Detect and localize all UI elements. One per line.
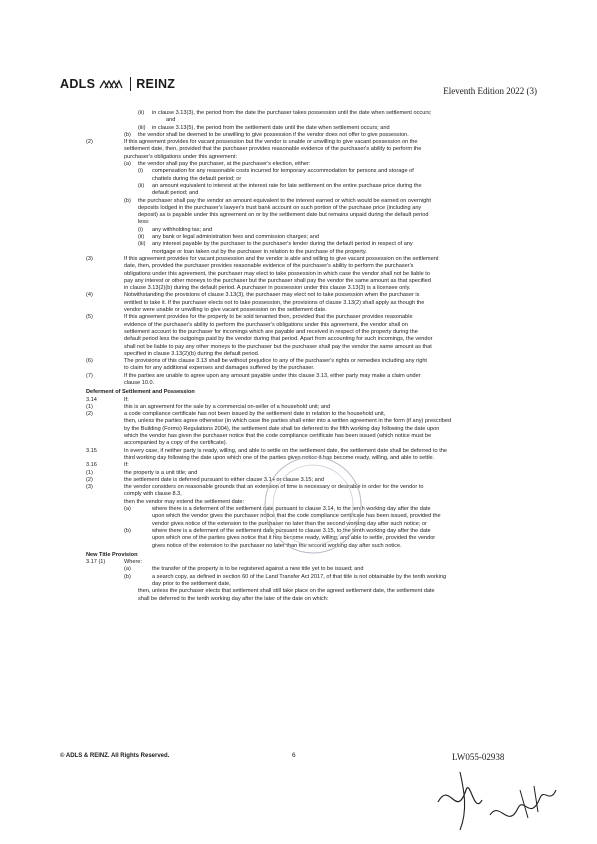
clause-number: (ii) [138,182,145,189]
clause-line [86,351,536,358]
clause-text: deposits lodged in the purchaser's lawyer's trust bank account on such portion of the purchase price (including any [138,204,422,211]
clause-number: (b) [124,527,131,534]
clause-line [86,154,536,161]
clause-text: evidence of the purchaser's ability to perform the purchaser's obligations under this agreement, the vendor shall on [124,321,408,328]
clause-line [86,588,536,595]
clause-text: mortgage or loan taken out by the purchaser in relation to the purchase of the property. [152,248,367,255]
clause-number: (2) [86,411,93,418]
clause-line [86,426,536,433]
clause-text: where there is a deferment of the settlement date pursuant to clause 3.15, to the tenth working day after the date [152,527,431,534]
clause-line [86,227,536,234]
clause-number: (3) [86,484,93,491]
adls-emblem-icon [99,79,123,90]
copyright-text: © ADLS & REINZ. All Rights Reserved. [60,753,170,759]
clause-text: the transfer of the property is to be registered against a new title yet to be issued; and [152,566,364,573]
clause-number: (1) [86,469,93,476]
clause-line [86,110,536,117]
clause-line [86,278,536,285]
clause-line [86,146,536,153]
clause-number: (iii) [138,241,146,248]
clause-line [86,219,536,226]
clause-text: to claim for any additional expenses and damages suffered by the purchaser. [124,365,315,372]
clause-text: the vendor shall be deemed to be unwilling to give possession if the vendor does not offer to give possession. [138,131,409,138]
clause-text: If this agreement provides for the property to be sold tenanted then, provided that the purchaser provides reasonable [124,314,413,321]
logo-adls: ADLS [60,77,96,91]
clause-text: any withholding tax; and [152,226,213,233]
clause-text: in clause 3.13(5), the period from the settlement date until the date when settlement occurs; and [152,124,390,131]
clause-number: (a) [124,506,131,513]
handwritten-signature [430,760,560,840]
clause-line [86,380,536,387]
clause-line [86,212,536,219]
clause-number: (6) [86,358,93,365]
clause-text: shall not be liable to pay any other moneys to the purchaser but the purchaser shall pay the vendor the same amount as that [124,343,432,350]
header-logo [60,77,175,91]
clause-text: pay any interest or other moneys to the purchaser but the purchaser shall pay the vendor the same amount as that specified [124,277,431,284]
clause-text: which the vendor has given the purchaser notice that the code compliance certificate has been issued (which notice must be [124,433,432,440]
clause-line [86,336,536,343]
clause-line [86,322,536,329]
clause-text: less: [138,219,150,226]
clause-text: a search copy, as defined in section 60 of the Land Transfer Act 2017, of that title is not obtainable by the tenth working [152,573,447,580]
clause-text: any interest payable by the purchaser to the purchaser's lender during the default period in respect of any [152,241,413,248]
clause-line [86,292,536,299]
clause-number: (b) [124,131,131,138]
clause-text: If this agreement provides for vacant possession and the vendor is able and willing to give vacant possession on the settlement [124,255,439,262]
clause-text: accompanied by a copy of the certificate). [124,440,228,447]
clause-text: this is an agreement for the sale by a commercial on-seller of a household unit; and [124,403,331,410]
clause-text: default period; and [152,190,199,197]
clause-text: the vendor considers on reasonable grounds that an extension of time is necessary or desirable in order for the vendor to [124,484,424,491]
clause-line [86,234,536,241]
clause-text: gives notice of the extension to the purchaser no later than the second working day after such notice. [152,542,402,549]
clause-number: (3) [86,255,93,262]
clause-text: then the vendor may extend the settlement date: [124,498,245,505]
clause-number: (ii) [138,110,145,116]
clause-text: New Title Provision [86,551,138,558]
clause-line [86,139,536,146]
clause-text: If the parties are unable to agree upon any amount payable under this clause 3.13, either party may make a claim under [124,372,421,379]
clause-line [86,329,536,336]
clause-number: (4) [86,292,93,299]
clause-line [86,574,536,581]
clause-text: entitled to take it. If the purchaser elects not to take possession, the provisions of clause 3.13(2) shall apply as though the [124,299,425,306]
form-reference: LW055-02938 [452,752,505,762]
clause-line [86,314,536,321]
clause-number: (iii) [138,124,146,131]
clause-number: (1) [86,403,93,410]
clause-text: Notwithstanding the provisions of clause 3.13(3), the purchaser may elect not to take possession when the purchaser is [124,292,420,299]
clause-line [86,205,536,212]
clause-number: 3.16 [86,462,97,469]
clause-line [86,117,536,124]
clause-number: (ii) [138,234,145,241]
clause-line [86,285,536,292]
clause-number: (a) [124,566,131,573]
clause-text: a code compliance certificate has not been issued by the settlement date in relation to the household unit, [124,411,386,418]
clause-line [86,161,536,168]
clause-text: The provisions of this clause 3.13 shall be without prejudice to any of the purchaser's rights or remedies including any right [124,358,427,365]
clause-line [86,198,536,205]
clause-text: by the Building (Forms) Regulations 2004), the settlement date shall be deferred to the fifth working day following the date upon [124,425,440,432]
clause-text: then, unless the parties agree otherwise (in which case the parties shall enter into a written agreement in the form (if any) prescribed [124,418,452,425]
clause-line [86,176,536,183]
clause-number: (b) [124,197,131,204]
clause-text: In every case, if neither party is ready, willing, and able to settle on the settlement date, the settlement date shall be deferred to the [124,447,447,454]
clause-text: then, unless the purchaser elects that settlement shall still take place on the agreed settlement date, the settlement date [138,588,435,595]
clause-text: the purchaser shall pay the vendor an amount equivalent to the interest earned or which would be earned on overnight [138,197,431,204]
clause-text: If: [124,462,129,469]
clause-text: in clause 3.13(2)(b) during the default period. A purchaser in possession under this clause 3.13(3) is a licensee only. [124,285,411,292]
clause-text: the property is a unit title; and [124,469,198,476]
clause-line [86,307,536,314]
logo-reinz: REINZ [136,77,176,91]
page-number: 6 [292,752,296,759]
clause-text: the settlement date is deferred pursuant to either clause 3.14 or clause 3.15; and [124,476,324,483]
section-heading [86,389,536,396]
clause-line [86,581,536,588]
clause-text: any bank or legal administration fees and commission charges; and [152,234,319,241]
clause-number: 3.17 (1) [86,559,106,566]
clause-text: obligations under this agreement, the purchaser may elect to take possession in which case the vendor shall not be liable to [124,270,430,277]
clause-text: deposit) as is payable under this agreement on or by the settlement date but remains unpaid during the default period [138,212,429,219]
clause-text: upon which one of the parties gives notice that it has become ready, willing, and able to settle, provided the vendor [152,535,436,542]
clause-text: settlement account to the purchaser for incomings which are payable and received in respect of the property during the [124,328,418,335]
clause-text: If this agreement provides for vacant possession but the vendor is unable or unwilling to give vacant possession on the [124,139,418,146]
clause-line [86,125,536,132]
clause-text: upon which the vendor gives the purchaser notice that the code compliance certificate has been issued, provided the [152,513,441,520]
clause-line [86,596,536,603]
clause-text: comply with clause 8.3, [124,491,182,498]
clause-line [86,418,536,425]
clause-line [86,373,536,380]
edition-label: Eleventh Edition 2022 (3) [443,86,537,96]
clause-line [86,404,536,411]
clause-text: If: [124,396,129,403]
clause-line [86,183,536,190]
clause-line [86,263,536,270]
clause-line [86,365,536,372]
clause-number: (a) [124,161,131,168]
clause-number: (2) [86,139,93,146]
clause-text: an amount equivalent to interest at the interest rate for late settlement on the entire purchase price during the [152,182,422,189]
clause-text: clause 10.0. [124,379,155,386]
clause-text: the vendor shall pay the purchaser, at the purchaser's election, either: [138,161,311,168]
clause-text: chattels during the default period; or [152,175,242,182]
clause-text: shall be deferred to the tenth working day after the later of the date on which: [138,595,329,602]
clause-number: (i) [138,226,143,233]
clause-text: Where: [124,559,143,566]
logo-divider [130,77,131,91]
clause-text: default period less the outgoings paid by the vendor during that period. Apart from accounting for such incomings, the vendor [124,336,433,343]
clause-text: where there is a deferment of the settlement date pursuant to clause 3.14, to the tenth working day after the date [152,506,431,513]
clause-number: (i) [138,168,143,175]
clause-line [86,344,536,351]
clause-text: vendor gives notice of the extension to the purchaser no later than the second working day after such notice; or [152,520,427,527]
clause-line [86,271,536,278]
clause-line [86,241,536,248]
clause-text: Deferment of Settlement and Possession [86,389,195,396]
clause-text: and [166,117,176,124]
clause-line [86,411,536,418]
clause-number: (2) [86,476,93,483]
clause-line [86,300,536,307]
clause-number: (b) [124,573,131,580]
clause-line [86,433,536,440]
clause-line [86,168,536,175]
clause-number: 3.14 [86,396,97,403]
clause-line [86,249,536,256]
clause-line [86,256,536,263]
clause-number: (5) [86,314,93,321]
clause-text: compensation for any reasonable costs incurred for temporary accommodation for persons and storage of [152,168,414,175]
clause-text: third working day following the date upon which one of the parties gives notice it has become ready, willing, and able to settle. [124,454,435,461]
clause-text: purchaser's obligations under this agreement: [124,153,238,160]
clause-line [86,358,536,365]
clause-text: settlement date, then, provided that the purchaser provides reasonable evidence of the purchaser's ability to perform the [124,146,422,153]
clause-line [86,190,536,197]
clause-line [86,132,536,139]
clause-text: in clause 3.13(3), the period from the date the purchaser takes possession until the date when settlement occurs; [152,110,432,116]
clause-number: 3.15 [86,447,97,454]
clause-number: (7) [86,372,93,379]
clause-text: specified in clause 3.13(2)(b) during the default period. [124,350,260,357]
clause-text: vendor were unable or unwilling to give vacant possession on the settlement date. [124,307,327,314]
clause-line [86,397,536,404]
clause-text: date, then, provided the purchaser provides reasonable evidence of the purchaser's ability to perform the purchaser's [124,263,414,270]
clause-text: day prior to the settlement date, [152,581,231,587]
